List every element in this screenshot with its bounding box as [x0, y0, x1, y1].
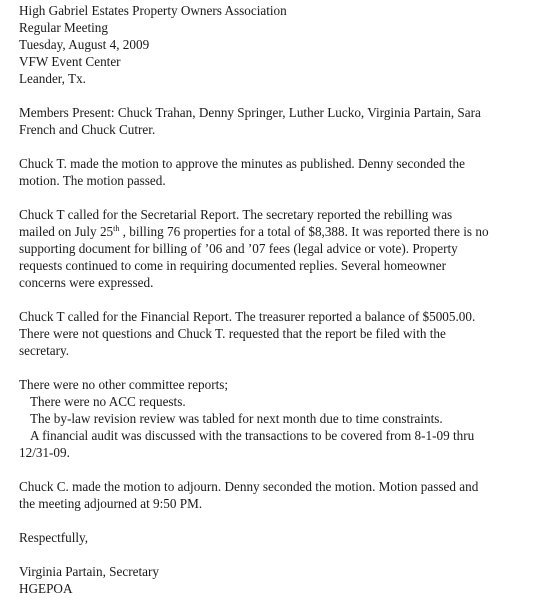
secretarial-line: Chuck T called for the Secretarial Report. The secretary reported the rebilling was — [19, 207, 453, 222]
financial-report-paragraph — [19, 308, 524, 359]
salutation: Respectfully, — [19, 530, 89, 545]
financial-line: Chuck T called for the Financial Report. The treasurer reported a balance of $5005.00. — [19, 309, 476, 324]
signer-name: Virginia Partain, Secretary — [19, 564, 159, 579]
minutes-line: Chuck T. made the motion to approve the minutes as published. Denny seconded the — [19, 156, 465, 171]
committee-line: 12/31-09. — [19, 445, 70, 460]
secretarial-report-paragraph — [19, 206, 524, 291]
signature-block — [19, 563, 524, 597]
minutes-line: motion. The motion passed. — [19, 173, 166, 188]
secretarial-line: supporting document for billing of ’06 and ’07 fees (legal advice or vote). Property — [19, 241, 458, 256]
financial-line: There were not questions and Chuck T. requested that the report be filed with the — [19, 326, 446, 341]
meeting-venue: VFW Event Center — [19, 54, 121, 69]
adjournment-paragraph — [19, 478, 524, 512]
secretarial-date-text: mailed on July 25 — [19, 224, 114, 239]
secretarial-line: requests continued to come in requiring documented replies. Several homeowner — [19, 258, 446, 273]
financial-line: secretary. — [19, 343, 70, 358]
members-present-paragraph — [19, 104, 524, 138]
adjourn-line: the meeting adjourned at 9:50 PM. — [19, 496, 203, 511]
secretarial-line: concerns were expressed. — [19, 275, 154, 290]
members-line: Members Present: Chuck Trahan, Denny Springer, Luther Lucko, Virginia Partain, Sara — [19, 105, 481, 120]
committee-line: A financial audit was discussed with the transactions to be covered from 8-1-09 thru — [30, 428, 475, 443]
date-ordinal-suffix: th — [113, 224, 120, 233]
members-line: French and Chuck Cutrer. — [19, 122, 156, 137]
closing-salutation-block — [19, 529, 524, 546]
secretarial-line-date — [19, 223, 524, 240]
meeting-type: Regular Meeting — [19, 20, 108, 35]
committee-line: The by-law revision review was tabled for next month due to time constraints. — [30, 411, 443, 426]
organization-abbreviation: HGEPOA — [19, 581, 73, 596]
adjourn-line: Chuck C. made the motion to adjourn. Denny seconded the motion. Motion passed and — [19, 479, 479, 494]
secretarial-date-rest: , billing 76 properties for a total of $8,388. It was reported there is no — [119, 224, 489, 239]
minutes-approval-paragraph — [19, 155, 524, 189]
organization-name: High Gabriel Estates Property Owners Association — [19, 3, 287, 18]
committee-reports-paragraph — [19, 376, 524, 461]
header-block — [19, 2, 524, 87]
meeting-minutes-document — [19, 2, 524, 597]
committee-line: There were no ACC requests. — [30, 394, 186, 409]
committee-line: There were no other committee reports; — [19, 377, 229, 392]
meeting-city: Leander, Tx. — [19, 71, 86, 86]
meeting-date: Tuesday, August 4, 2009 — [19, 37, 150, 52]
